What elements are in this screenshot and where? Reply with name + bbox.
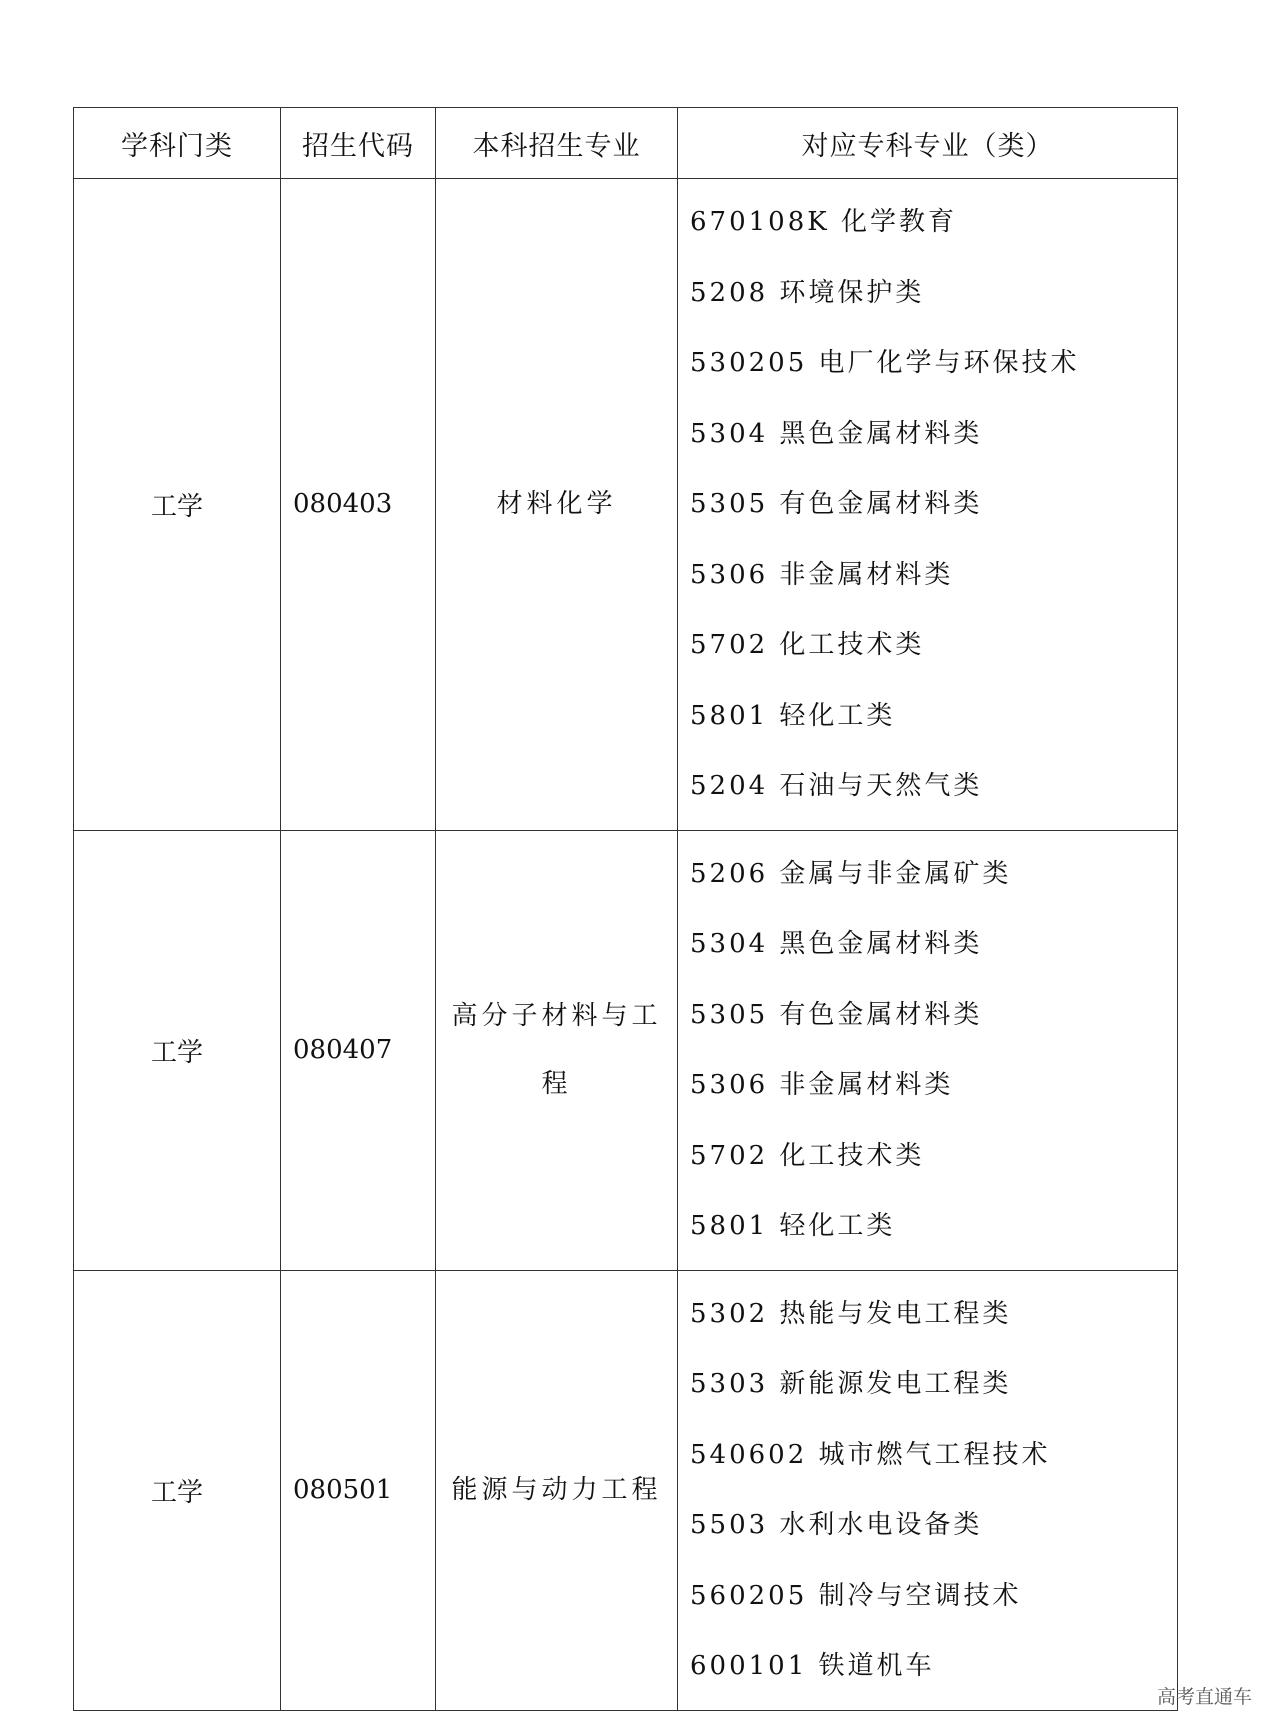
corresponding-cell: [678, 179, 1178, 831]
table-row: [74, 830, 1178, 1270]
code-cell: 080501: [281, 1270, 436, 1710]
header-category: 学科门类: [74, 108, 281, 179]
header-major: 本科招生专业: [436, 108, 678, 179]
major-cell: 高分子材料与工程: [436, 830, 678, 1270]
watermark: 高考直通车: [1156, 1686, 1252, 1708]
corresponding-item: 540602 城市燃气工程技术: [690, 1439, 1051, 1470]
corresponding-item: 560205 制冷与空调技术: [690, 1580, 1022, 1611]
table-row: [74, 1270, 1178, 1710]
corresponding-item: 5305 有色金属材料类: [690, 999, 983, 1030]
category-cell: 工学: [74, 830, 281, 1270]
corresponding-item: 530205 电厂化学与环保技术: [690, 348, 1080, 378]
corresponding-cell: [678, 830, 1178, 1270]
corresponding-item: 5702 化工技术类: [690, 630, 925, 660]
corresponding-item: 5306 非金属材料类: [690, 559, 954, 590]
major-cell: 能源与动力工程: [436, 1270, 678, 1710]
corresponding-item: 5208 环境保护类: [690, 277, 925, 308]
table-row: [74, 179, 1178, 831]
corresponding-item: 5302 热能与发电工程类: [690, 1298, 1012, 1329]
corresponding-item: 5206 金属与非金属矿类: [690, 858, 1012, 889]
corresponding-item: 5303 新能源发电工程类: [690, 1369, 1012, 1399]
corresponding-cell: [678, 1270, 1178, 1710]
code-cell: 080407: [281, 830, 436, 1270]
category-cell: 工学: [74, 179, 281, 831]
corresponding-item: 5801 轻化工类: [690, 700, 896, 731]
corresponding-item: 5304 黑色金属材料类: [690, 418, 983, 449]
corresponding-item: 5702 化工技术类: [690, 1140, 925, 1171]
major-cell: 材料化学: [436, 179, 678, 831]
header-code: 招生代码: [281, 108, 436, 179]
corresponding-item: 5304 黑色金属材料类: [690, 929, 983, 959]
corresponding-item: 5204 石油与天然气类: [690, 771, 983, 801]
corresponding-item: 600101 铁道机车: [690, 1651, 935, 1681]
header-corresponding: 对应专科专业（类）: [678, 108, 1178, 179]
corresponding-item: 5306 非金属材料类: [690, 1070, 954, 1100]
corresponding-item: 670108K 化学教育: [690, 207, 957, 237]
major-mapping-table: [73, 107, 1178, 1711]
corresponding-item: 5801 轻化工类: [690, 1211, 896, 1241]
code-cell: 080403: [281, 179, 436, 831]
corresponding-item: 5503 水利水电设备类: [690, 1510, 983, 1540]
corresponding-item: 5305 有色金属材料类: [690, 489, 983, 519]
table-header-row: [74, 108, 1178, 179]
category-cell: 工学: [74, 1270, 281, 1710]
